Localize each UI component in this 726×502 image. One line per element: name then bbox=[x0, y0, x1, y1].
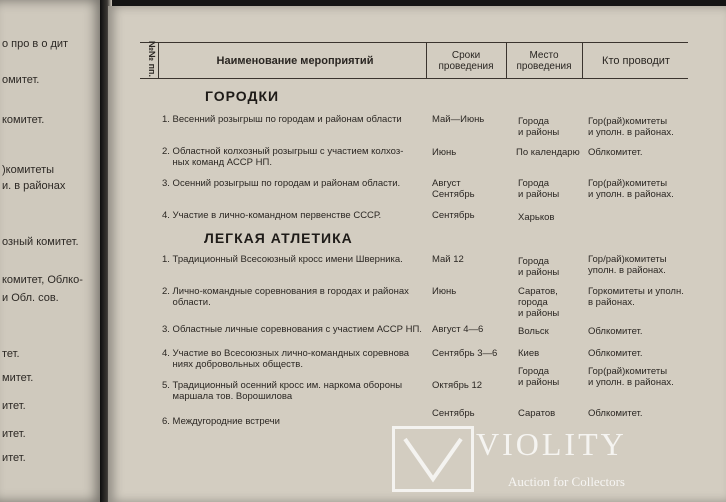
row-date: Сентябрь 3—6 bbox=[432, 348, 498, 359]
header-top-rule bbox=[140, 42, 688, 43]
left-page-line: комитет, Облко- bbox=[2, 274, 83, 286]
header-bottom-rule bbox=[140, 78, 688, 79]
row-who: Облкомитет. bbox=[588, 348, 643, 359]
watermark-text: VIOLITY bbox=[476, 426, 627, 462]
row-who: Гор/рай)комитеты уполн. в районах. bbox=[588, 254, 667, 276]
left-page-line: озный комитет. bbox=[2, 236, 79, 248]
row-name: 5. Традиционный осенний кросс им. наркома обороны маршала тов. Ворошилова bbox=[162, 380, 403, 402]
left-page-line: )комитеты bbox=[2, 164, 55, 176]
header-dates: Сроки проведения bbox=[438, 50, 494, 72]
row-name: 6. Междугородние встречи bbox=[162, 416, 280, 427]
left-page-line: омитет. bbox=[2, 74, 40, 86]
column-divider bbox=[426, 42, 427, 78]
left-page-line: итет. bbox=[2, 400, 26, 412]
watermark-logo-icon bbox=[392, 426, 474, 492]
row-who: Гор(рай)комитеты и уполн. в районах. bbox=[588, 116, 674, 138]
left-page-line: и Обл. сов. bbox=[2, 292, 59, 304]
row-who: Горкомитеты и уполн. в районах. bbox=[588, 286, 684, 308]
left-page-line: митет. bbox=[2, 372, 34, 384]
row-place: Саратов bbox=[518, 408, 556, 419]
header-num: №№ пп. bbox=[146, 41, 157, 77]
row-date: Июнь bbox=[432, 147, 457, 158]
row-date: Май 12 bbox=[432, 254, 464, 265]
row-place: Харьков bbox=[518, 212, 555, 223]
header-name: Наименование мероприятий bbox=[216, 55, 374, 67]
row-place: Города и районы bbox=[518, 366, 560, 388]
row-date: Июнь bbox=[432, 286, 457, 297]
section-title-gorodki: ГОРОДКИ bbox=[205, 88, 280, 104]
row-name: 4. Участие во Всесоюзных лично-командных соревнова ниях добровольных обществ. bbox=[162, 348, 410, 370]
row-place: Киев bbox=[518, 348, 540, 359]
row-who: Облкомитет. bbox=[588, 408, 643, 419]
row-date: Май—Июнь bbox=[432, 114, 485, 125]
row-name: 2. Областной колхозный розыгрыш с участием колхоз- ных команд АССР НП. bbox=[162, 146, 404, 168]
row-place: Города и районы bbox=[518, 116, 560, 138]
row-who: Гор(рай)комитеты и уполн. в районах. bbox=[588, 178, 674, 200]
row-name: 3. Осенний розыгрыш по городам и районам области. bbox=[162, 178, 401, 189]
column-divider bbox=[582, 42, 583, 78]
row-who: Облкомитет. bbox=[588, 147, 643, 158]
left-page-line: итет. bbox=[2, 428, 26, 440]
row-name: 4. Участие в лично-командном первенстве СССР. bbox=[162, 210, 382, 221]
row-place: Города и районы bbox=[518, 256, 560, 278]
watermark-subtitle: Auction for Collectors bbox=[508, 474, 625, 489]
left-page-line: итет. bbox=[2, 452, 26, 464]
row-date: Август 4—6 bbox=[432, 324, 484, 335]
row-place: По календарю bbox=[516, 147, 580, 158]
row-place: Вольск bbox=[518, 326, 549, 337]
row-name: 3. Областные личные соревнования с участием АССР НП. bbox=[162, 324, 422, 335]
row-place: Саратов, города и районы bbox=[518, 286, 560, 319]
left-page-line: комитет. bbox=[2, 114, 45, 126]
section-title-athletics: ЛЕГКАЯ АТЛЕТИКА bbox=[204, 230, 353, 246]
row-date: Сентябрь bbox=[432, 210, 475, 221]
row-who: Облкомитет. bbox=[588, 326, 643, 337]
left-page-line: и. в районах bbox=[2, 180, 66, 192]
row-date: Сентябрь bbox=[432, 408, 475, 419]
header-who: Кто проводит bbox=[602, 55, 670, 67]
row-date: Август Сентябрь bbox=[432, 178, 475, 200]
column-divider bbox=[506, 42, 507, 78]
row-name: 2. Лично-командные соревнования в городах и районах области. bbox=[162, 286, 409, 308]
left-page-line: о про в о дит bbox=[2, 38, 69, 50]
row-who: Гор(рай)комитеты и уполн. в районах. bbox=[588, 366, 674, 388]
column-divider bbox=[158, 42, 159, 78]
row-name: 1. Весенний розыгрыш по городам и районам области bbox=[162, 114, 402, 125]
left-page bbox=[0, 0, 104, 502]
header-place: Место проведения bbox=[516, 50, 572, 72]
row-date: Октябрь 12 bbox=[432, 380, 483, 391]
row-place: Города и районы bbox=[518, 178, 560, 200]
left-page-line: тет. bbox=[2, 348, 20, 360]
row-name: 1. Традиционный Всесоюзный кросс имени Шверника. bbox=[162, 254, 403, 265]
